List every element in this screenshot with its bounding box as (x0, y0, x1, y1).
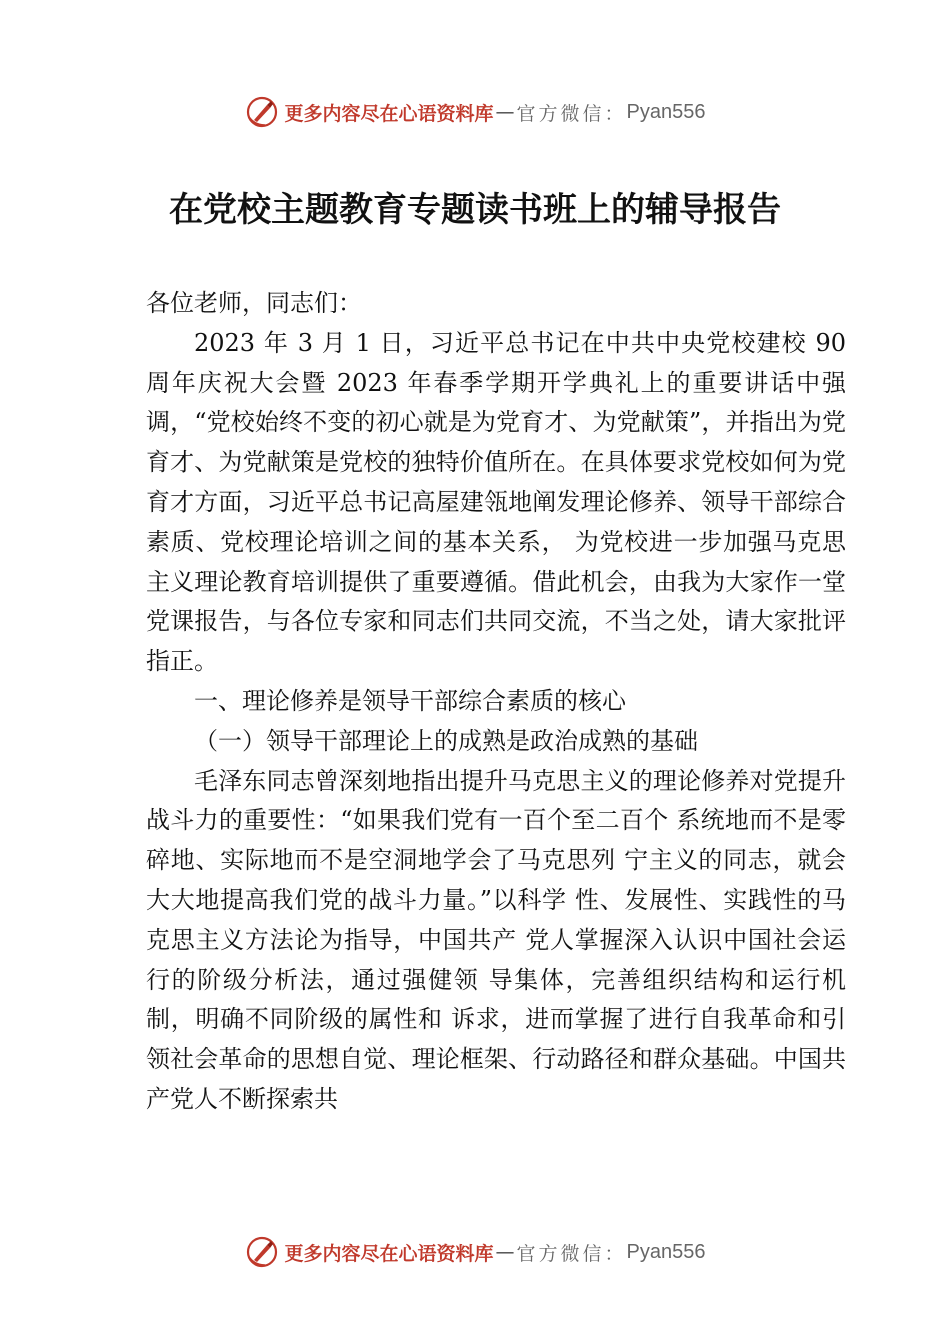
brand-text: 更多内容尽在心语资料库 (284, 1242, 494, 1265)
wechat-label: 官方微信： (516, 1242, 627, 1265)
document-title: 在党校主题教育专题读书班上的辅导报告 (169, 190, 781, 230)
wechat-id: Pyan556 (626, 100, 706, 123)
header-banner (0, 90, 950, 134)
separator-dash: — (495, 101, 515, 123)
pen-circle-logo-icon (245, 1235, 279, 1269)
footer-banner (0, 1230, 950, 1274)
document-body (146, 284, 846, 1120)
paragraph-mao-quote: 毛泽东同志曾深刻地指出提升马克思主义的理论修养对党提升战斗力的重要性：“如果我们党有一百个至二百个 系统地而不是零碎地、实际地而不是空洞地学会了马克思列 宁主义的同志，就会大大地提高我们党的战斗力量。”以科学 性、发展性、实践性的马克思主义方法论为指导，中国共产 党人掌握深入认识中国社会运行的阶级分析法，通过强健领 导集体，完善组织结构和运行机制，明确不同阶级的属性和 诉求，进而掌握了进行自我革命和引领社会革命的思想自觉、理论框架、行动路径和群众基础。中国共产党人不断探索共 (146, 766, 846, 1113)
wechat-id: Pyan556 (626, 1240, 706, 1263)
paragraph-intro: 2023 年 3 月 1 日，习近平总书记在中共中央党校建校 90 周年庆祝大会暨 2023 年春季学期开学典礼上的重要讲话中强调，“党校始终不变的初心就是为党育才、为党献策”，并指出为党育才、为党献策是党校的独特价值所在。在具体要求党校如何为党育才方面，习近平总书记高屋建瓴地阐发理论修养、领导干部综合素质、党校理论培训之间的基本关系， 为党校进一步加强马克思主义理论教育培训提供了重要遵循。借此机会，由我为大家作一堂党课报告，与各位专家和同志们共同交流，不当之处，请大家批评指正。 (146, 328, 846, 676)
section-heading-1: 一、理论修养是领导干部综合素质的核心 (194, 686, 626, 715)
separator-dash: — (495, 1241, 515, 1263)
subsection-heading-1: （一）领导干部理论上的成熟是政治成熟的基础 (194, 726, 698, 755)
salutation: 各位老师，同志们： (146, 289, 362, 317)
pen-circle-logo-icon (245, 95, 279, 129)
brand-text: 更多内容尽在心语资料库 (284, 102, 494, 125)
wechat-label: 官方微信： (516, 102, 627, 125)
